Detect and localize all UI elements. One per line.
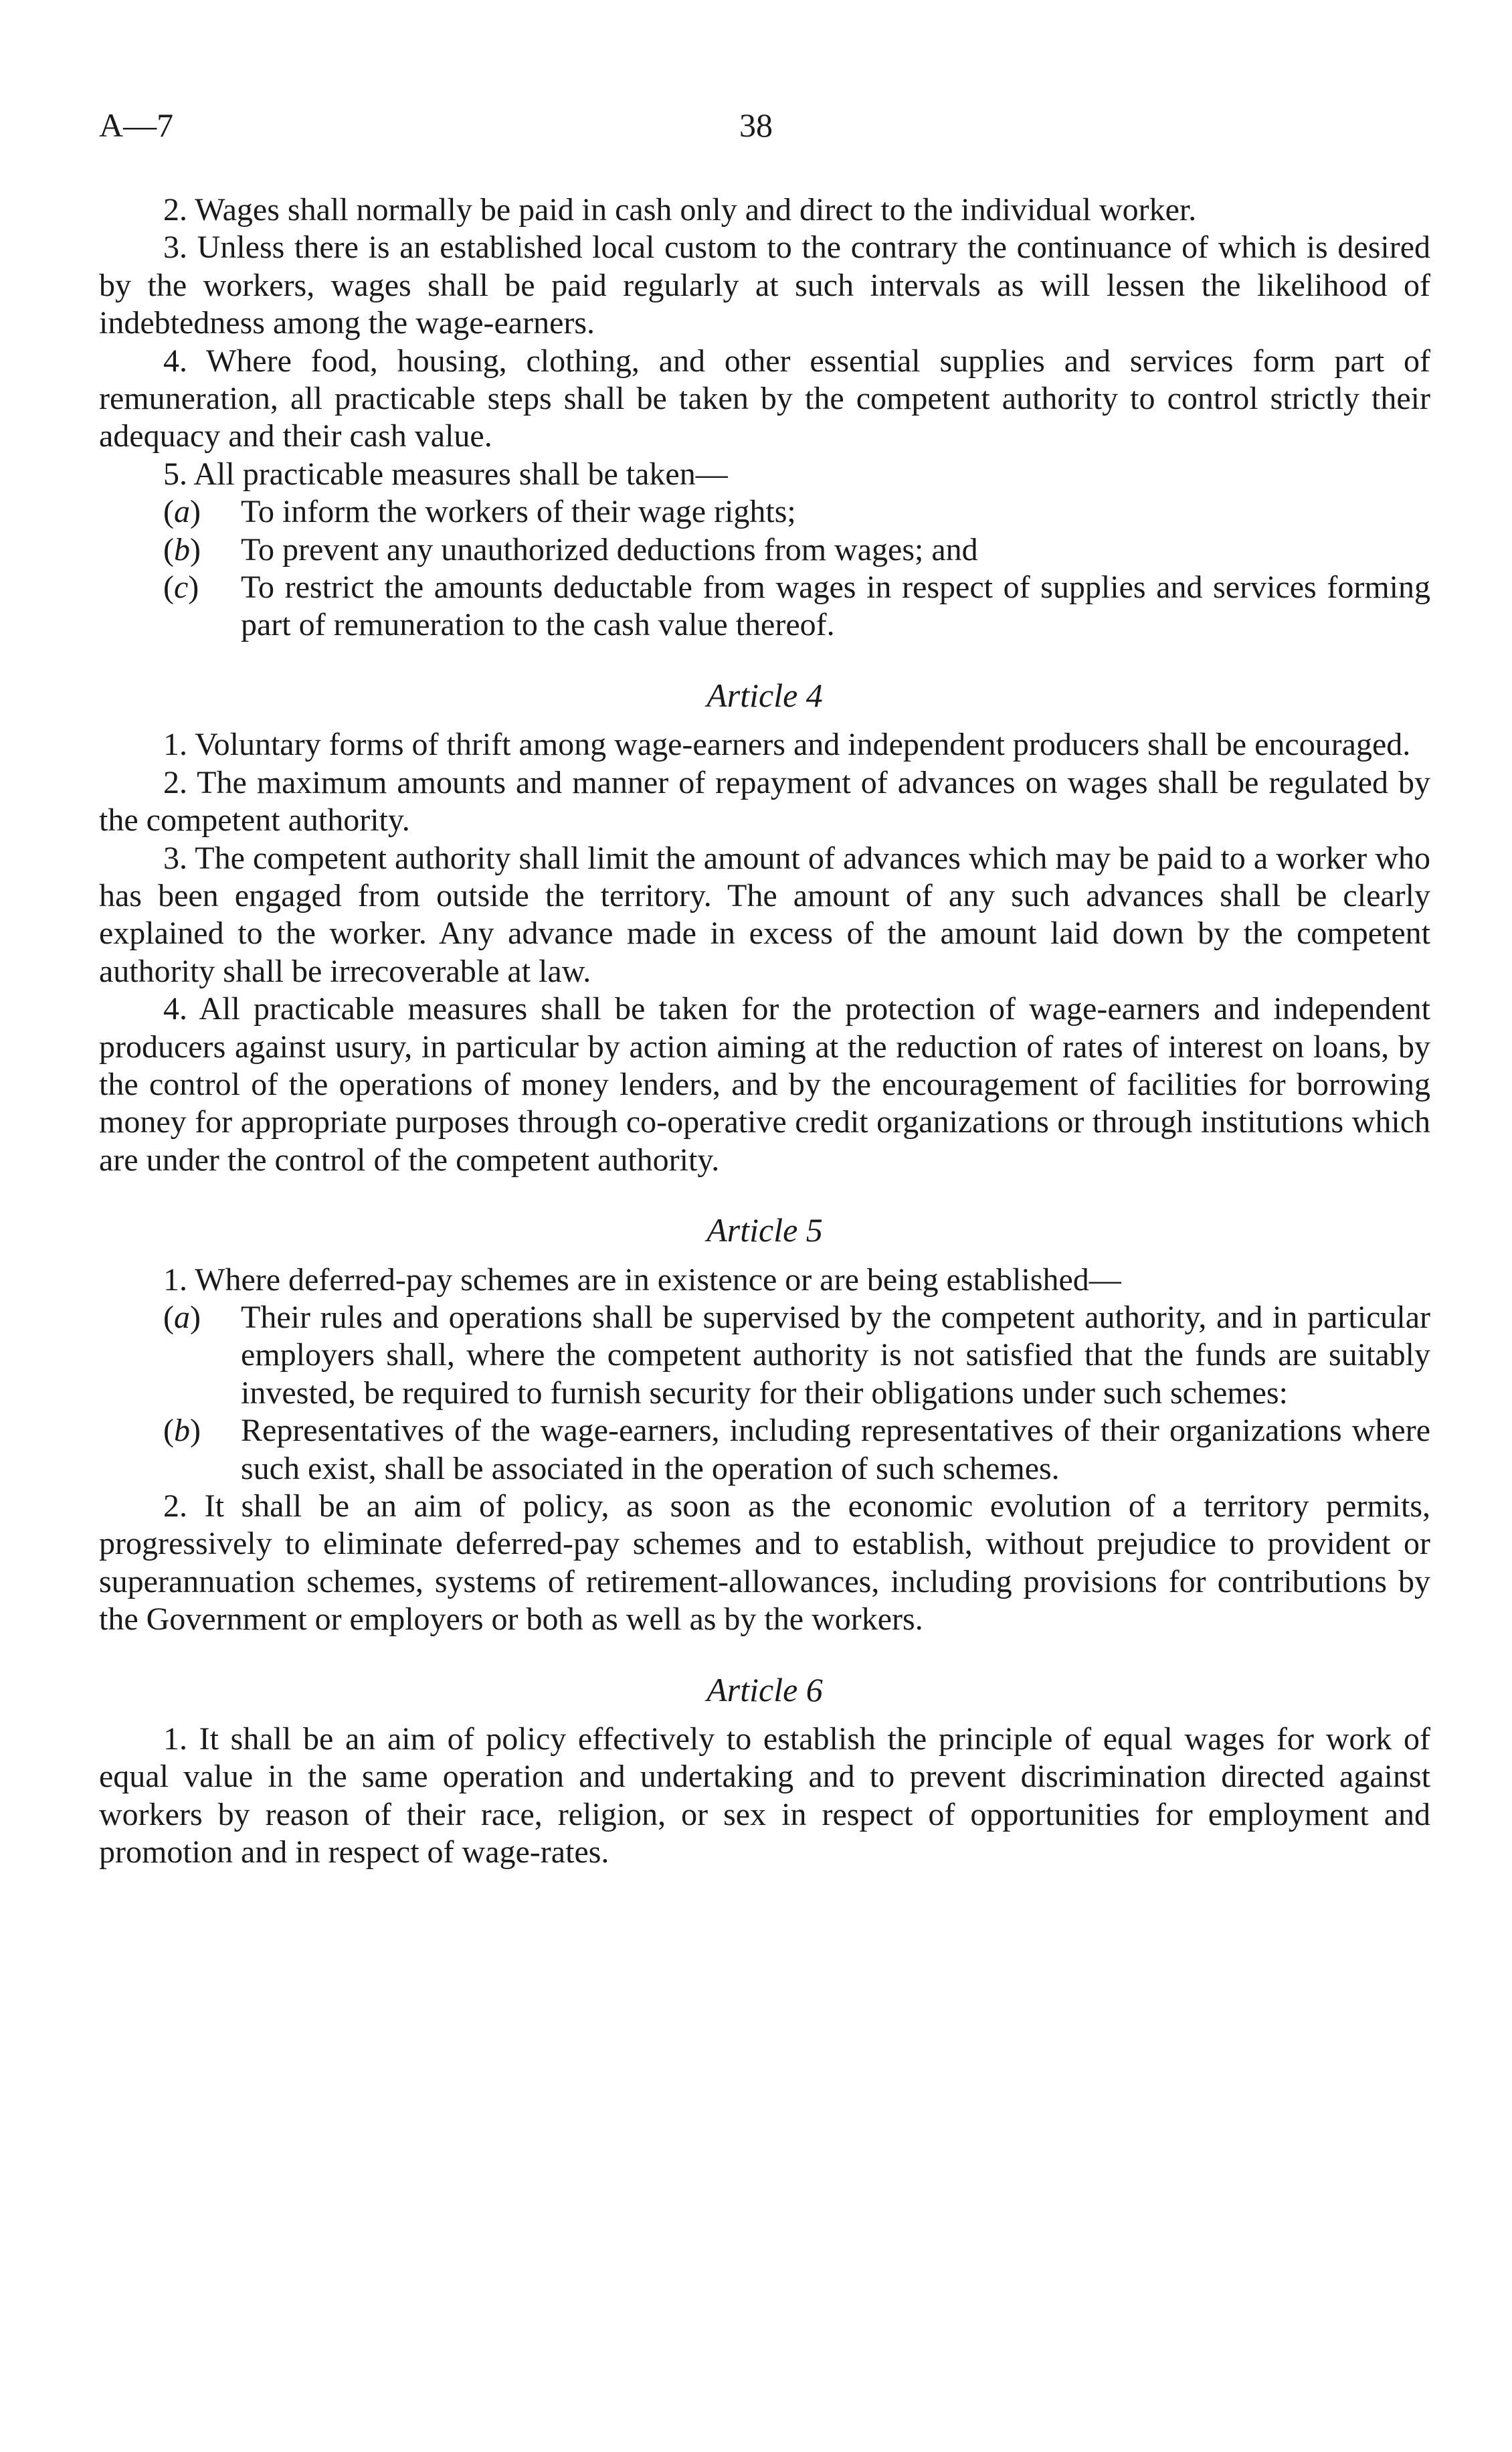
- list-item-label: (c): [163, 570, 199, 606]
- list-item: [99, 1412, 1430, 1488]
- paragraph: 3. The competent authority shall limit the amount of advances which may be paid to a worker who has been engaged from outside the territory. The amount of any such advances shall be clearly explained to the worker. Any advance made in excess of the amount laid down by the competent authority shall be irrecoverable at law.: [99, 840, 1430, 989]
- list-item-label: (a): [163, 1299, 201, 1335]
- list-item: [99, 493, 1430, 531]
- paragraph: 4. Where food, housing, clothing, and other essential supplies and services form part of remuneration, all practicable steps shall be taken by the competent authority to control strictly their adequacy and their cash value.: [99, 343, 1430, 454]
- paragraph: 2. The maximum amounts and manner of repayment of advances on wages shall be regulated by the competent authority.: [99, 764, 1430, 839]
- list-item-text: Their rules and operations shall be supervised by the competent authority, and in particular employers shall, where the competent authority is not satisfied that the funds are suitably invested, be required to furnish security for their obligations under such schemes:: [241, 1299, 1430, 1411]
- paragraph: 2. It shall be an aim of policy, as soon as the economic evolution of a territory permits, progressively to eliminate deferred-pay schemes and to establish, without prejudice to provident or superannuation schemes, systems of retirement-allowances, including provisions for contributions by the Government or employers or both as well as by the workers.: [99, 1488, 1430, 1638]
- list-item: [99, 569, 1430, 644]
- list-item-text: To inform the workers of their wage rights;: [241, 494, 796, 530]
- document-series-code: A—7: [99, 106, 174, 144]
- paragraph: 1. Where deferred-pay schemes are in existence or are being established—: [163, 1261, 1121, 1298]
- document-body: [99, 191, 1430, 1872]
- list-item: [99, 1299, 1430, 1412]
- article-heading: Article 4: [706, 676, 823, 714]
- article-4: [99, 677, 1430, 1179]
- list-item: [99, 531, 1430, 569]
- paragraph: 1. Voluntary forms of thrift among wage-earners and independent producers shall be encouraged.: [163, 727, 1411, 763]
- paragraph: 3. Unless there is an established local custom to the contrary the continuance of which is desired by the workers, wages shall be paid regularly at such intervals as will lessen the likelihood of indebtedness among the wage-earners.: [99, 230, 1430, 341]
- list-item-text: To prevent any unauthorized deductions from wages; and: [241, 531, 978, 567]
- article-heading: Article 5: [706, 1211, 823, 1249]
- article-6: [99, 1671, 1430, 1872]
- article-heading: Article 6: [706, 1670, 823, 1709]
- list-item-label: (a): [163, 494, 201, 530]
- paragraph: 1. It shall be an aim of policy effectively to establish the principle of equal wages for work of equal value in the same operation and undertaking and to prevent discrimination directed against workers by reason of their race, religion, or sex in respect of opportunities for employment and promotion and in respect of wage-rates.: [99, 1721, 1430, 1870]
- paragraph: 4. All practicable measures shall be taken for the protection of wage-earners and independent producers against usury, in particular by action aiming at the reduction of rates of interest on loans, by the control of the operations of money lenders, and by the encouragement of facilities for borrowing money for appropriate purposes through co-operative credit organizations or through institutions which are under the control of the competent authority.: [99, 991, 1430, 1178]
- list-item-text: Representatives of the wage-earners, including representatives of their organizations where such exist, shall be associated in the operation of such schemes.: [241, 1413, 1430, 1486]
- list-item-label: (b): [163, 1413, 201, 1449]
- article-5: [99, 1211, 1430, 1638]
- list-item-label: (b): [163, 531, 201, 567]
- paragraph: 2. Wages shall normally be paid in cash only and direct to the individual worker.: [163, 192, 1197, 228]
- page-number: 38: [739, 106, 773, 144]
- article-3-continuation: [99, 191, 1430, 644]
- paragraph: 5. All practicable measures shall be taken—: [163, 456, 728, 492]
- list-item-text: To restrict the amounts deductable from wages in respect of supplies and services forming part of remuneration to the cash value thereof.: [241, 570, 1430, 643]
